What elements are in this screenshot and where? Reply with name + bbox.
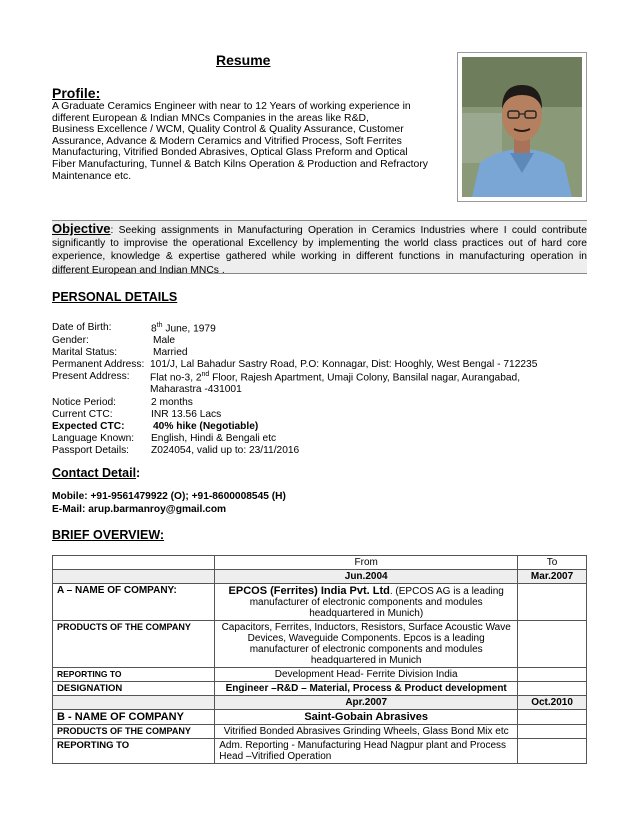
present-address-value: Flat no-3, 2nd Floor, Rajesh Apartment, Umaji Colony, Bansilal nagar, Aurangabad, bbox=[150, 371, 521, 384]
present-address-label: Present Address: bbox=[52, 371, 130, 382]
table-row bbox=[53, 710, 587, 725]
from-header: From bbox=[215, 556, 518, 570]
present-address-line2: Maharastra -431001 bbox=[150, 384, 242, 395]
permanent-address-value: 101/J, Lal Bahadur Sastry Road, P.O: Konnagar, Dist: Hooghly, West Bengal - 712235 bbox=[150, 359, 538, 370]
table-row bbox=[53, 682, 587, 696]
company-a-cell: EPCOS (Ferrites) India Pvt. Ltd. (EPCOS AG is a leading manufacturer of electronic components and modules headquartered in Munich) bbox=[215, 584, 518, 621]
profile-line: A Graduate Ceramics Engineer with near to 12 Years of working experience in bbox=[52, 101, 411, 112]
person-photo-icon bbox=[458, 53, 586, 201]
table-row bbox=[53, 584, 587, 621]
profile-line: Assurance, Advance & Modern Ceramics and Vitrified Process, Soft Ferrites bbox=[52, 135, 402, 147]
profile-line: Maintenance etc. bbox=[52, 170, 132, 182]
profile-text bbox=[52, 101, 452, 182]
to-date-b: Oct.2010 bbox=[518, 696, 587, 710]
company-b-label: B - NAME OF COMPANY bbox=[53, 710, 215, 725]
expected-ctc-value: 40% hike (Negotiable) bbox=[153, 421, 259, 432]
dob-label: Date of Birth: bbox=[52, 322, 112, 333]
to-header: To bbox=[518, 556, 587, 570]
passport-value: Z024054, valid up to: 23/11/2016 bbox=[151, 445, 300, 456]
table-row bbox=[53, 739, 587, 764]
personal-details-heading: PERSONAL DETAILS bbox=[52, 290, 178, 304]
gender-value: Male bbox=[153, 335, 176, 346]
table-row bbox=[53, 668, 587, 682]
from-date-a: Jun.2004 bbox=[215, 570, 518, 584]
designation-label: DESIGNATION bbox=[53, 682, 215, 696]
table-row bbox=[53, 725, 587, 739]
profile-line: Manufacturing, Vitrified Bonded Abrasives, Optical Glass Preform and Optical bbox=[52, 147, 408, 159]
table-row bbox=[53, 621, 587, 668]
ctc-label: Current CTC: bbox=[52, 409, 113, 420]
products-b: Vitrified Bonded Abrasives Grinding Wheels, Glass Bond Mix etc bbox=[215, 725, 518, 739]
products-label-a: PRODUCTS OF THE COMPANY bbox=[53, 621, 215, 668]
passport-label: Passport Details: bbox=[52, 445, 130, 456]
dob-value: 8th June, 1979 bbox=[151, 322, 216, 335]
products-a: Capacitors, Ferrites, Inductors, Resistors, Surface Acoustic Wave Devices, Waveguide Components. Epcos is a leading manufacturer of electronic components and modules headquartered in Munich bbox=[215, 621, 518, 668]
language-value: English, Hindi & Bengali etc bbox=[151, 433, 277, 444]
designation-a: Engineer –R&D – Material, Process & Product development bbox=[215, 682, 518, 696]
gender-label: Gender: bbox=[52, 335, 89, 346]
contact-heading: Contact Detail: bbox=[52, 466, 141, 480]
language-label: Language Known: bbox=[52, 433, 135, 444]
reporting-label-b: REPORTING TO bbox=[53, 739, 215, 764]
permanent-address-label: Permanent Address: bbox=[52, 359, 145, 370]
table-row bbox=[53, 556, 587, 570]
marital-value: Married bbox=[153, 347, 188, 358]
mobile-text: Mobile: +91-9561479922 (O); +91-8600008545 (H) bbox=[52, 491, 286, 502]
objective-text: Objective: Seeking assignments in Manufacturing Operation in Ceramics Industries where I could contribute significantly to improvise the operational Excellency by implementing the world class practices out of hard core experience, knowledge & expertise gathered while working in different functions in manufacturing operation in different European and Indian MNCs . bbox=[52, 221, 587, 276]
overview-table bbox=[52, 555, 587, 764]
notice-label: Notice Period: bbox=[52, 397, 116, 408]
profile-heading: Profile: bbox=[52, 85, 101, 101]
reporting-a: Development Head- Ferrite Division India bbox=[215, 668, 518, 682]
reporting-b: Adm. Reporting - Manufacturing Head Nagpur plant and Process Head –Vitrified Operation bbox=[215, 739, 518, 764]
company-a-label: A – NAME OF COMPANY: bbox=[53, 584, 215, 621]
expected-ctc-label: Expected CTC: bbox=[52, 421, 125, 432]
to-date-a: Mar.2007 bbox=[518, 570, 587, 584]
profile-photo bbox=[457, 52, 587, 202]
profile-line: Business Excellence / WCM, Quality Control & Quality Assurance, Customer bbox=[52, 124, 404, 136]
page-title: Resume bbox=[216, 52, 271, 68]
from-date-b: Apr.2007 bbox=[215, 696, 518, 710]
products-label-b: PRODUCTS OF THE COMPANY bbox=[53, 725, 215, 739]
email-text: E-Mail: arup.barmanroy@gmail.com bbox=[52, 504, 227, 515]
objective-label: Objective bbox=[52, 221, 111, 236]
profile-line: different European & Indian MNCs Companies in the areas like R&D, bbox=[52, 112, 369, 124]
company-b-name: Saint-Gobain Abrasives bbox=[215, 710, 518, 725]
reporting-label-a: REPORTING TO bbox=[53, 668, 215, 682]
brief-overview-heading: BRIEF OVERVIEW: bbox=[52, 528, 165, 542]
ctc-value: INR 13.56 Lacs bbox=[151, 409, 222, 420]
table-row bbox=[53, 570, 587, 584]
marital-label: Marital Status: bbox=[52, 347, 118, 358]
notice-value: 2 months bbox=[151, 397, 193, 408]
table-row bbox=[53, 696, 587, 710]
profile-line: Fiber Manufacturing, Tunnel & Batch Kilns Operation & Production and Refractory bbox=[52, 158, 428, 170]
